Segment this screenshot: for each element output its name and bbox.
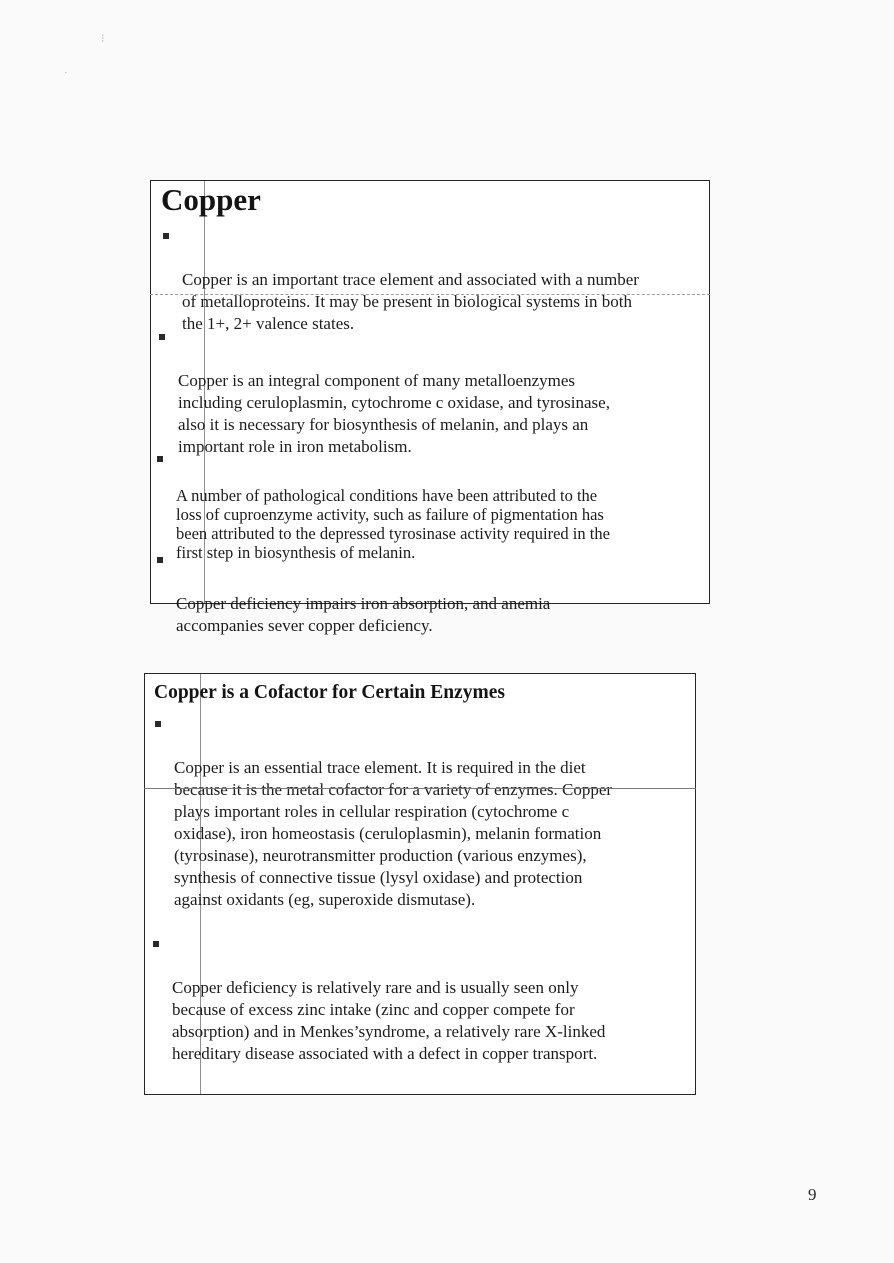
scan-seam-line <box>144 788 696 789</box>
square-bullet-icon <box>155 721 161 727</box>
bullet-item <box>176 448 696 562</box>
slide-copper-cofactor <box>144 673 696 1095</box>
bullet-text: Copper deficiency is relatively rare and is usually seen only because of excess zinc intake (zinc and copper compete for absorption) and in Menkes’syndrome, a relatively rare X-linked hereditary disease associated with a defect in copper transport. <box>172 978 606 1063</box>
scan-mark: · <box>64 67 68 79</box>
slide-title: Copper is a Cofactor for Certain Enzymes <box>154 682 505 703</box>
square-bullet-icon <box>157 557 163 563</box>
bullet-item <box>182 225 702 335</box>
slide-title: Copper <box>161 182 261 217</box>
scan-mark: ⁝ <box>101 33 105 45</box>
square-bullet-icon <box>157 456 163 462</box>
bullet-text: Copper is an important trace element and associated with a number of metalloproteins. It may be present in biological systems in both the 1+, 2+ valence states. <box>182 270 639 333</box>
bullet-text: Copper is an integral component of many metalloenzymes including ceruloplasmin, cytochrome c oxidase, and tyrosinase, also it is necessary for biosynthesis of melanin, and plays an important role in iron metabolism. <box>178 371 610 456</box>
square-bullet-icon <box>159 334 165 340</box>
scan-seam-line <box>150 294 710 295</box>
bullet-item <box>178 326 698 458</box>
bullet-item <box>172 933 692 1065</box>
bullet-item <box>176 549 696 637</box>
page-number: 9 <box>808 1185 817 1204</box>
bullet-text: Copper is an essential trace element. It is required in the diet because it is the metal cofactor for a variety of enzymes. Copper plays important roles in cellular respiration (cytochrome c oxidase), iron homeostasis (ceruloplasmin), melanin formation (tyrosinase), neurotransmitter production (various enzymes), synthesis of connective tissue (lysyl oxidase) and protection against oxidants (eg, superoxide dismutase). <box>174 758 613 909</box>
bullet-item <box>174 713 694 911</box>
slide-copper <box>150 180 710 635</box>
square-bullet-icon <box>153 941 159 947</box>
bullet-text: A number of pathological conditions have been attributed to the loss of cuproenzyme activity, such as failure of pigmentation has been attributed to the depressed tyrosinase activity required in the first step in biosynthesis of melanin. <box>176 486 610 562</box>
square-bullet-icon <box>163 233 169 239</box>
bullet-text: Copper deficiency impairs iron absorption, and anemia accompanies sever copper deficiency. <box>176 594 551 635</box>
